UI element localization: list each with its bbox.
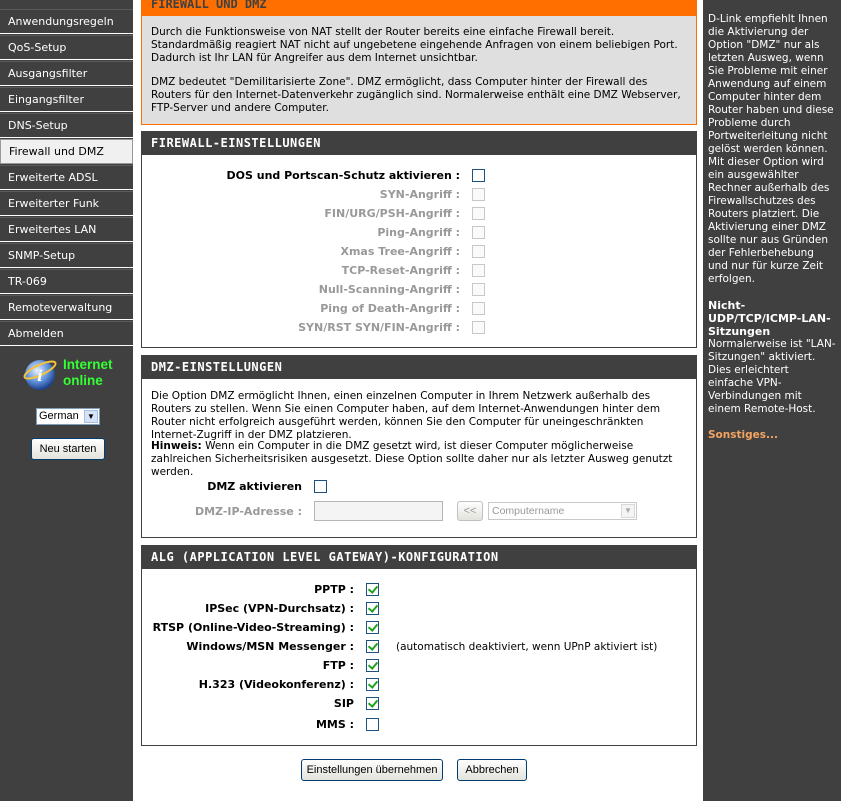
alg-sip-checkbox[interactable] xyxy=(366,697,379,710)
more-link[interactable]: Sonstiges... xyxy=(708,429,778,441)
computer-name-select-value: Computername xyxy=(492,505,565,517)
help-heading-sessions: Nicht-UDP/TCP/ICMP-LAN-Sitzungen xyxy=(708,299,831,338)
dmz-hint-text: Wenn ein Computer in die DMZ gesetzt wird, ist dieser Computer möglicherweise zahlreichen Sicherheitsrisiken ausgesetzt. Diese Option sollte daher nur als letzter Ausweg genutzt werden. xyxy=(151,440,673,478)
ping-of-death-checkbox[interactable] xyxy=(472,302,485,315)
dmz-section-header: DMZ-EINSTELLUNGEN xyxy=(141,355,697,379)
ping-attack-checkbox[interactable] xyxy=(472,226,485,239)
dmz-ip-input[interactable] xyxy=(314,501,443,521)
sidebar-nav xyxy=(0,0,133,801)
sidebar-item-erweiterte-adsl[interactable]: Erweiterte ADSL xyxy=(0,165,133,190)
fin-urg-psh-checkbox[interactable] xyxy=(472,207,485,220)
alg-section-header: ALG (APPLICATION LEVEL GATEWAY)-KONFIGURATION xyxy=(141,545,697,569)
svg-text:i: i xyxy=(37,367,43,385)
alg-sip-label: SIP xyxy=(333,697,354,710)
sidebar-item-dns-setup[interactable]: DNS-Setup xyxy=(0,113,133,138)
alg-h323-checkbox[interactable] xyxy=(366,678,379,691)
alg-mms-label: MMS : xyxy=(315,718,354,731)
help-panel xyxy=(703,0,841,801)
sidebar-item-ausgangsfilter[interactable]: Ausgangsfilter xyxy=(0,61,133,86)
dmz-hint xyxy=(151,440,689,479)
alg-h323-label: H.323 (Videokonferenz) : xyxy=(198,678,354,691)
sidebar-item-remoteverwaltung[interactable]: Remoteverwaltung xyxy=(0,295,133,320)
internet-globe-icon xyxy=(22,356,58,392)
page-title: FIREWALL UND DMZ xyxy=(141,0,697,16)
ping-attack-label: Ping-Angriff : xyxy=(377,226,460,239)
dos-protection-checkbox[interactable] xyxy=(472,169,485,182)
internet-status-line2: online xyxy=(63,373,103,388)
chevron-down-icon[interactable]: ▼ xyxy=(84,410,98,423)
alg-pptp-checkbox[interactable] xyxy=(366,583,379,596)
firewall-section-header: FIREWALL-EINSTELLUNGEN xyxy=(141,131,697,155)
language-select-value: German xyxy=(39,410,79,422)
dmz-paragraph: Die Option DMZ ermöglicht Ihnen, einen einzelnen Computer in Ihrem Netzwerk außerhalb des Routers zu stellen. Wenn Sie einen Computer haben, auf dem Internet-Anwendungen hinter dem Router nicht erfolgreich ausgeführt werden, können Sie den Computer für uneingeschränkten Internet-Zugriff in der DMZ platzieren. xyxy=(151,390,661,441)
alg-ftp-label: FTP : xyxy=(322,659,354,672)
sidebar-item-erweitertes-lan[interactable]: Erweitertes LAN xyxy=(0,217,133,242)
syn-rst-syn-fin-checkbox[interactable] xyxy=(472,321,485,334)
language-select[interactable] xyxy=(36,408,100,425)
syn-attack-checkbox[interactable] xyxy=(472,188,485,201)
intro-paragraph-dmz: DMZ bedeutet "Demilitarisierte Zone". DMZ ermöglicht, dass Computer hinter der Firewall des Routers für den Internet-Datenverkehr zugänglich sind. Normalerweise enthält eine DMZ Webserver, FTP-Server und andere Computer. xyxy=(151,76,681,114)
dmz-enable-label: DMZ aktivieren xyxy=(207,480,302,493)
sidebar-item-tr-069[interactable]: TR-069 xyxy=(0,269,133,294)
alg-msn-note: (automatisch deaktiviert, wenn UPnP aktiviert ist) xyxy=(396,641,658,653)
sidebar-item-anwendungsregeln[interactable]: Anwendungsregeln xyxy=(0,9,133,34)
syn-rst-syn-fin-label: SYN/RST SYN/FIN-Angriff : xyxy=(298,321,460,334)
internet-status-line1: Internet xyxy=(63,357,113,372)
alg-ipsec-label: IPSec (VPN-Durchsatz) : xyxy=(205,602,354,615)
fin-urg-psh-label: FIN/URG/PSH-Angriff : xyxy=(324,207,460,220)
alg-msn-label: Windows/MSN Messenger : xyxy=(186,640,354,653)
copy-computer-button[interactable]: << xyxy=(457,501,483,521)
help-text-sessions: Normalerweise ist "LAN-Sitzungen" aktiviert. Dies erleichtert einfache VPN-Verbindungen mit einem Remote-Host. xyxy=(708,338,836,415)
alg-pptp-label: PPTP : xyxy=(314,583,354,596)
dmz-enable-checkbox[interactable] xyxy=(314,480,327,493)
alg-ipsec-checkbox[interactable] xyxy=(366,602,379,615)
alg-mms-checkbox[interactable] xyxy=(366,718,379,731)
sidebar-item-erweiterter-funk[interactable]: Erweiterter Funk xyxy=(0,191,133,216)
sidebar-item-snmp-setup[interactable]: SNMP-Setup xyxy=(0,243,133,268)
sidebar-item-qos-setup[interactable]: QoS-Setup xyxy=(0,35,133,60)
alg-rtsp-label: RTSP (Online-Video-Streaming) : xyxy=(152,621,354,634)
help-text-dmz: D-Link empfiehlt Ihnen die Aktivierung der Option "DMZ" nur als letzten Ausweg, wenn Sie Probleme mit einer Anwendung auf einem Computer hinter dem Router haben und diese Probleme durch Portweiterleitung nicht gelöst werden können. Mit dieser Option wird ein ausgewählter Rechner außerhalb des Firewallschutzes des Routers platziert. Die Aktivierung einer DMZ sollte nur aus Gründen der Fehlerbehebung und nur für kurze Zeit erfolgen. xyxy=(708,13,834,285)
xmas-tree-label: Xmas Tree-Angriff : xyxy=(340,245,460,258)
alg-msn-checkbox[interactable] xyxy=(366,640,379,653)
tcp-reset-label: TCP-Reset-Angriff : xyxy=(341,264,460,277)
apply-settings-button[interactable]: Einstellungen übernehmen xyxy=(301,759,443,781)
tcp-reset-checkbox[interactable] xyxy=(472,264,485,277)
xmas-tree-checkbox[interactable] xyxy=(472,245,485,258)
dos-protection-label: DOS und Portscan-Schutz aktivieren : xyxy=(226,169,460,182)
internet-status xyxy=(63,357,113,389)
computer-name-select[interactable] xyxy=(488,502,637,520)
cancel-button[interactable]: Abbrechen xyxy=(457,759,527,781)
alg-ftp-checkbox[interactable] xyxy=(366,659,379,672)
null-scanning-label: Null-Scanning-Angriff : xyxy=(318,283,460,296)
sidebar-item-abmelden[interactable]: Abmelden xyxy=(0,321,133,346)
alg-rtsp-checkbox[interactable] xyxy=(366,621,379,634)
syn-attack-label: SYN-Angriff : xyxy=(379,188,460,201)
sidebar-item-firewall-dmz[interactable]: Firewall und DMZ xyxy=(0,139,133,164)
dmz-hint-label: Hinweis: xyxy=(151,440,202,452)
chevron-down-icon[interactable]: ▼ xyxy=(621,504,635,518)
restart-button[interactable]: Neu starten xyxy=(31,438,105,460)
dmz-ip-label: DMZ-IP-Adresse : xyxy=(194,505,302,518)
intro-paragraph-nat: Durch die Funktionsweise von NAT stellt der Router bereits eine einfache Firewall bereit. Standardmäßig reagiert NAT nicht auf ungebetene eingehende Anfragen von einem beliebigen Port. Dadurch ist Ihr LAN für Angreifer aus dem Internet unsichtbar. xyxy=(151,26,678,64)
sidebar-item-eingangsfilter[interactable]: Eingangsfilter xyxy=(0,87,133,112)
ping-of-death-label: Ping of Death-Angriff : xyxy=(320,302,460,315)
null-scanning-checkbox[interactable] xyxy=(472,283,485,296)
alg-section xyxy=(141,569,697,746)
